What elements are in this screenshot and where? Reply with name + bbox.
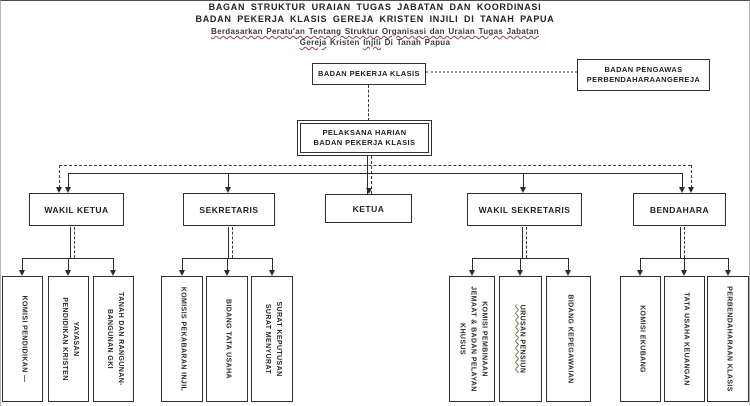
unit-label: KOMISI PENDIDIKAN — (19, 295, 27, 383)
unit-komisi-ekubang (620, 276, 661, 402)
node-pelaksana-harian-inner (300, 123, 429, 153)
unit-komisi-pendidikan (2, 276, 43, 402)
unit-label-line2: PENDIDIKAN KRISTEN (60, 297, 68, 381)
stem-unit (472, 258, 473, 270)
unit-komisi-pembinaan-jemaat (449, 276, 495, 402)
unit-komisi-pekabaran-injil (161, 276, 203, 402)
drop-units-wakil-ketua-dashed (74, 227, 75, 258)
unit-yayasan-pendidikan-kristen (48, 276, 89, 402)
node-label: KETUA (352, 203, 385, 214)
stem-unit (568, 258, 569, 270)
unit-label-line1: TANAH DAN RANGUNAN- (116, 292, 124, 386)
page-title-line1: BAGAN STRUKTUR URAIAN TUGAS JABATAN DAN KOORDINASI (208, 2, 542, 12)
unit-label: KOMISIS PEKABARAN INJIL (179, 286, 187, 392)
drop-sekretaris (228, 173, 229, 188)
unit-label-line3: KHUSUS (458, 323, 466, 355)
node-label-line1: PELAKSANA HARIAN (322, 127, 407, 137)
subtitle-word-injili: Injili (363, 38, 382, 47)
stem-unit (68, 258, 69, 270)
dotted-connector-bpk-pengawas (426, 71, 577, 73)
unit-label-line1: YAYASAN (71, 321, 79, 357)
stem-unit (272, 258, 273, 270)
node-badan-pengawas (577, 59, 710, 91)
unit-label-line1: KOMISI PEMBINAAN (480, 301, 488, 377)
stem-unit (728, 258, 729, 270)
node-bendahara (633, 193, 726, 226)
stem-unit (22, 258, 23, 270)
node-pelaksana-harian (297, 120, 432, 156)
node-label: SEKRETARIS (199, 204, 259, 215)
node-label: BENDAHARA (649, 204, 710, 215)
node-label-line2: BADAN PEKERJA KLASIS (313, 138, 416, 147)
unit-bidang-kepegawaian (546, 276, 591, 402)
unit-label: BIDANG KEPEGAWAIAN (565, 294, 573, 384)
page-subtitle-line1 (1, 27, 749, 36)
unit-label-line2: JEMAAT & BADAN PELAYAN (469, 286, 477, 392)
dashed-connector-bpk-pelaksana (368, 85, 369, 121)
unit-tanah-dan-bangunan-gki (93, 276, 134, 402)
page-subtitle-line2 (1, 38, 749, 47)
drop-units-wakil-sekretaris-dashed (526, 227, 527, 258)
drop-wakil-ketua-solid (68, 173, 69, 188)
node-badan-pekerja-klasis (312, 63, 426, 85)
node-label-line1: BADAN PENGAWAS (604, 64, 683, 74)
unit-label: BIDANG TATA USAHA (224, 298, 232, 380)
stem-unit (640, 258, 641, 270)
drop-bendahara-dashed (691, 165, 692, 188)
stem-unit (227, 258, 228, 270)
stem-unit (113, 258, 114, 270)
node-label: WAKIL SEKRETARIS (478, 204, 571, 215)
node-label: WAKIL KETUA (44, 204, 109, 215)
bus-solid (69, 173, 682, 174)
node-label-line2: PERBENDAHARAANGEREJA (586, 75, 701, 84)
unit-label: KOMISI EKUBANG (637, 305, 645, 373)
subtitle-word-kristen: Kristen (326, 38, 364, 47)
stem-unit (520, 258, 521, 270)
subtitle-word-tanah-papua: Di Tanah Papua (381, 38, 451, 47)
drop-bendahara-solid (682, 173, 683, 188)
drop-wakil-ketua-dashed (59, 165, 60, 188)
drop-units-wakil-ketua-solid (70, 227, 71, 258)
page-title-line2: BADAN PEKERJA KLASIS GEREJA KRISTEN INJILI DI TANAH PAPUA (195, 14, 555, 24)
unit-perbendaharaan-klasis (707, 276, 749, 402)
subtitle-word-gereja: Gereja (299, 38, 327, 47)
unit-tata-usaha-keuangan (664, 276, 705, 402)
subtitle-text: Berdasarkan Peratu'an Tentang Struktur Organisasi dan Uraian Tugas Jabatan (211, 27, 539, 36)
unit-label-line2: SURAT MENYURAT (264, 303, 271, 375)
unit-bidang-tata-usaha (206, 276, 248, 402)
unit-surat-keputusan-surat-menyurat (251, 276, 293, 402)
node-ketua (325, 194, 412, 223)
drop-units-bendahara-solid (680, 227, 681, 258)
unit-label: PERBENDAHARAAN KLASIS (725, 286, 733, 392)
stem-unit (684, 258, 685, 270)
node-wakil-ketua (29, 193, 124, 226)
drop-units-sekretaris-dashed (232, 227, 233, 258)
bus-dashed (59, 165, 691, 166)
drop-units-wakil-sekretaris-solid (522, 227, 523, 258)
node-sekretaris (183, 193, 275, 226)
stem-unit (182, 258, 183, 270)
unit-label: TATA USAHA KEUANGAN (681, 292, 689, 386)
drop-units-sekretaris-solid (228, 227, 229, 258)
unit-label: URUSAN PENSIUN (517, 304, 525, 374)
unit-label-line2: BANGUNAN GKI (105, 308, 113, 370)
drop-wakil-sekretaris (523, 173, 524, 188)
unit-label-line1: SURAT KEPUTUSAN (274, 301, 282, 377)
drop-units-bendahara-dashed (684, 227, 685, 258)
node-label: BADAN PEKERJA KLASIS (318, 68, 420, 78)
node-wakil-sekretaris (467, 193, 582, 226)
unit-urusan-pensiun (499, 276, 542, 402)
